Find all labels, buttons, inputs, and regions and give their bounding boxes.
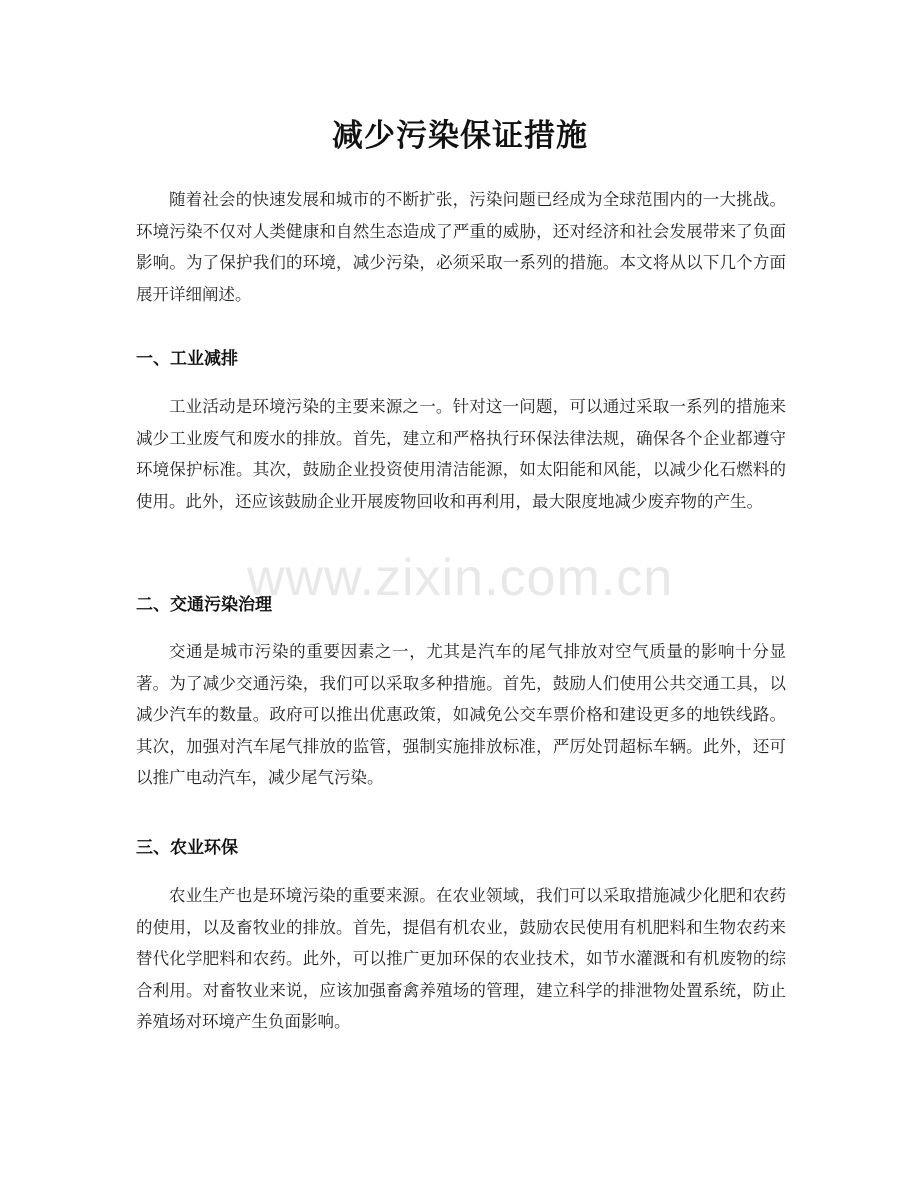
watermark: www.zixin.com.cn (246, 549, 674, 607)
section-heading-industry: 一、工业减排 (136, 349, 238, 369)
document-title: 减少污染保证措施 (332, 118, 588, 154)
section-body-traffic: 交通是城市污染的重要因素之一，尤其是汽车的尾气排放对空气质量的影响十分显著。为了减少交通污染，我们可以采取多种措施。首先，鼓励人们使用公共交通工具，以减少汽车的数量。政府可以推出优惠政策，如减免公交车票价格和建设更多的地铁线路。其次，加强对汽车尾气排放的监管，强制实施排放标准，严厉处罚超标车辆。此外，还可以推广电动汽车，减少尾气污染。 (136, 642, 786, 787)
intro-paragraph: 随着社会的快速发展和城市的不断扩张，污染问题已经成为全球范围内的一大挑战。环境污染不仅对人类健康和自然生态造成了严重的威胁，还对经济和社会发展带来了负面影响。为了保护我们的环境，减少污染，必须采取一系列的措施。本文将从以下几个方面展开详细阐述。 (136, 190, 786, 304)
section-heading-agriculture: 三、农业环保 (136, 838, 238, 858)
section-body-agriculture: 农业生产也是环境污染的重要来源。在农业领域，我们可以采取措施减少化肥和农药的使用，以及畜牧业的排放。首先，提倡有机农业，鼓励农民使用有机肥料和生物农药来替代化学肥料和农药。此外，可以推广更加环保的农业技术，如节水灌溉和有机废物的综合利用。对畜牧业来说，应该加强畜禽养殖场的管理，建立科学的排泄物处置系统，防止养殖场对环境产生负面影响。 (136, 886, 786, 1031)
section-heading-traffic: 二、交通污染治理 (136, 595, 272, 615)
section-body-industry: 工业活动是环境污染的主要来源之一。针对这一问题，可以通过采取一系列的措施来减少工业废气和废水的排放。首先，建立和严格执行环保法律法规，确保各个企业都遵守环境保护标准。其次，鼓励企业投资使用清洁能源，如太阳能和风能，以减少化石燃料的使用。此外，还应该鼓励企业开展废物回收和再利用，最大限度地减少废弃物的产生。 (136, 397, 786, 511)
